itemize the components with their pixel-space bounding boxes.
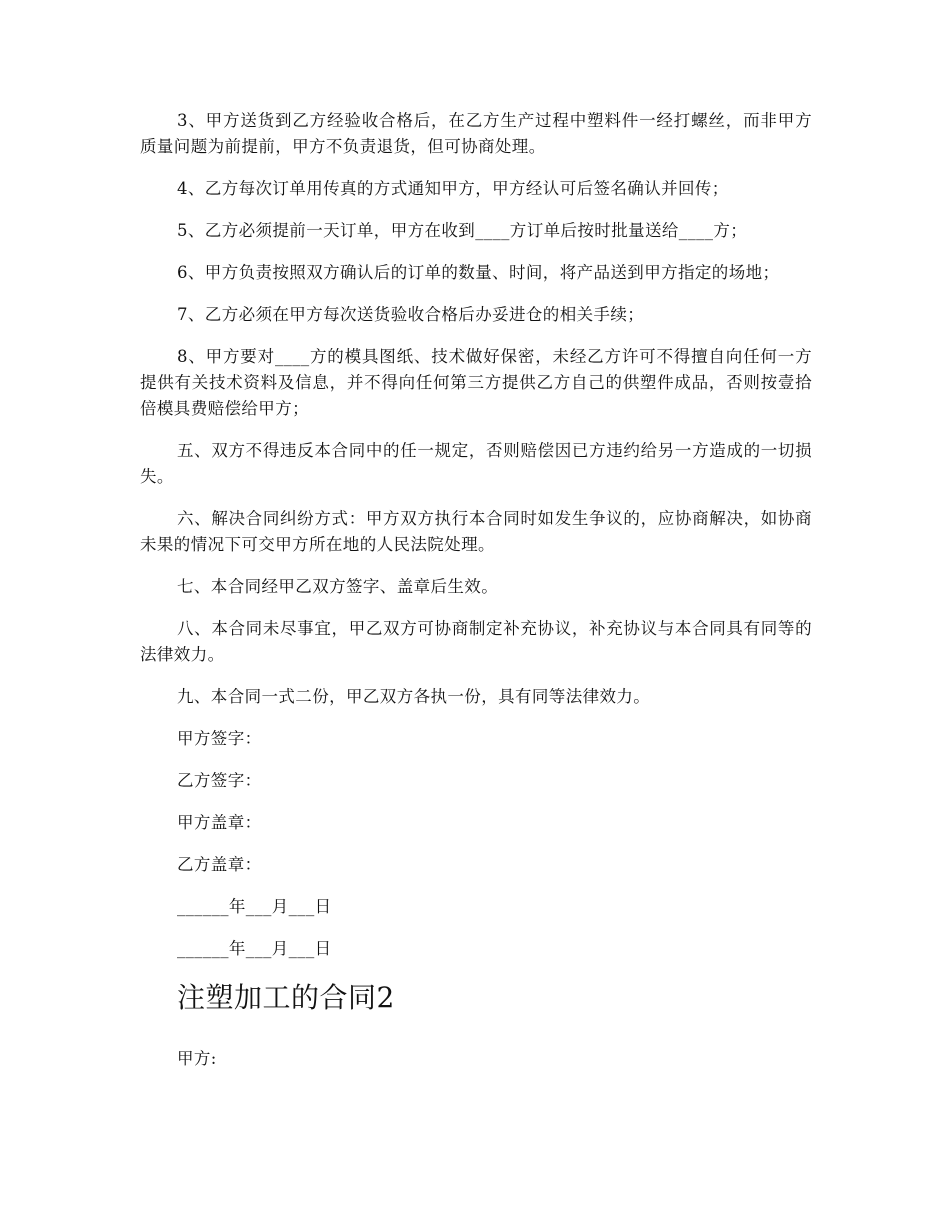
- clause-4: 4、乙方每次订单用传真的方式通知甲方，甲方经认可后签名确认并回传；: [177, 179, 729, 198]
- clause-7: 7、乙方必须在甲方每次送货验收合格后办妥进仓的相关手续；: [177, 305, 645, 324]
- article-6: 六、解决合同纠纷方式：甲方双方执行本合同时如发生争议的，应协商解决，如协商未果的情况下可交甲方所在地的人民法院处理。: [140, 509, 812, 554]
- date-line-2: ______年___月___日: [177, 939, 332, 958]
- article-9: 九、本合同一式二份，甲乙双方各执一份，具有同等法律效力。: [177, 687, 651, 706]
- article-5: 五、双方不得违反本合同中的任一规定，否则赔偿因已方违约给另一方造成的一切损失。: [140, 441, 812, 486]
- clause-6: 6、甲方负责按照双方确认后的订单的数量、时间，将产品送到甲方指定的场地；: [177, 263, 780, 282]
- clause-8: 8、甲方要对____方的模具图纸、技术做好保密，未经乙方许可不得擅自向任何一方提供有关技术资料及信息，并不得向任何第三方提供乙方自己的供塑件成品，否则按壹拾倍模具费赔偿给甲方；: [140, 347, 812, 418]
- date-line-1: ______年___月___日: [177, 897, 332, 916]
- article-7: 七、本合同经甲乙双方签字、盖章后生效。: [177, 577, 499, 596]
- article-8: 八、本合同未尽事宜，甲乙双方可协商制定补充协议，补充协议与本合同具有同等的法律效力。: [140, 619, 812, 664]
- clause-3: 3、甲方送货到乙方经验收合格后，在乙方生产过程中塑料件一经打螺丝，而非甲方质量问题为前提前，甲方不负责退货，但可协商处理。: [140, 111, 812, 156]
- party-b-signature-label: 乙方签字：: [177, 771, 262, 790]
- party-a-signature-label: 甲方签字：: [177, 729, 262, 748]
- document-page: [140, 108, 812, 1088]
- party-b-seal-label: 乙方盖章：: [177, 855, 262, 874]
- party-a-seal-label: 甲方盖章：: [177, 813, 262, 832]
- party-a-label: 甲方:: [177, 1049, 217, 1068]
- clause-5: 5、乙方必须提前一天订单，甲方在收到____方订单后按时批量送给____方；: [177, 221, 748, 240]
- section-title: 注塑加工的合同2: [177, 981, 395, 1014]
